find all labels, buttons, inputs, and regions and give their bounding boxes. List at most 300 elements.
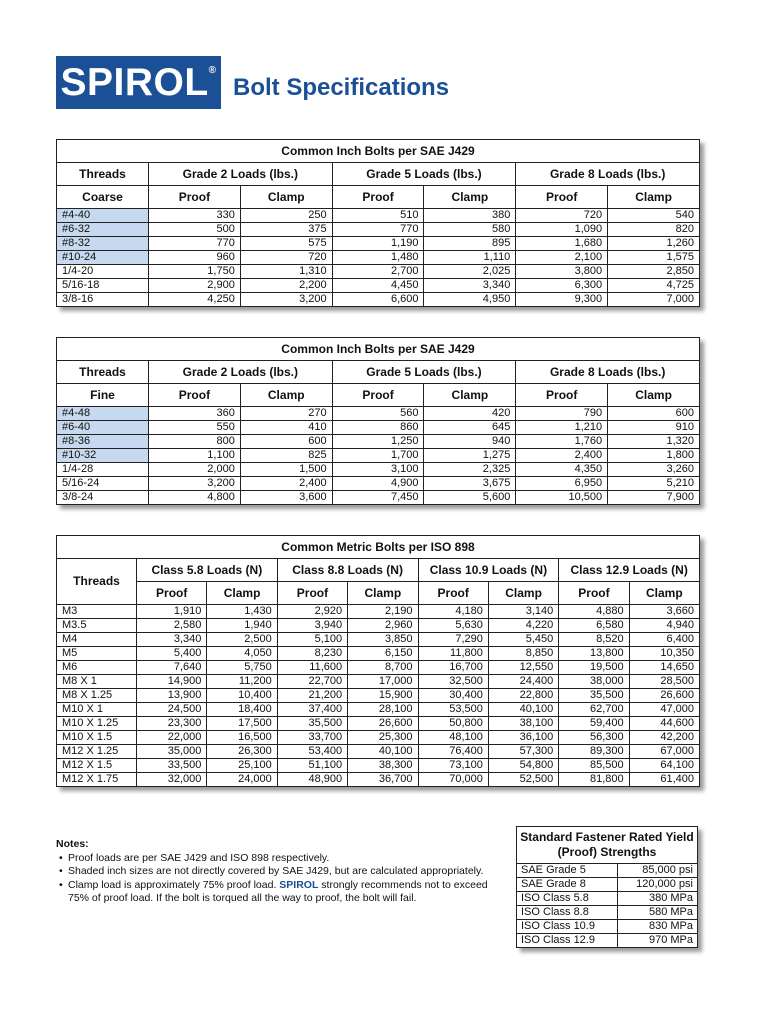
proof-load-cell: 2,580 [137,619,207,633]
proof-load-cell: 4,250 [149,293,241,307]
proof-load-cell: 1,480 [332,251,424,265]
table-row [57,293,700,307]
proof-load-cell: 5,400 [137,647,207,661]
thread-size-cell: #4-40 [57,209,149,223]
clamp-load-cell: 910 [608,421,700,435]
proof-load-cell: 3,940 [277,619,347,633]
clamp-header: Clamp [424,186,516,209]
proof-load-cell: 11,800 [418,647,488,661]
table-title: Common Metric Bolts per ISO 898 [57,536,700,559]
thread-size-cell: #8-32 [57,237,149,251]
clamp-load-cell: 1,800 [608,449,700,463]
yield-strength-row [517,906,698,920]
clamp-load-cell: 14,650 [629,661,699,675]
yield-strength-row [517,934,698,948]
clamp-load-cell: 3,660 [629,605,699,619]
proof-header: Proof [149,186,241,209]
proof-load-cell: 50,800 [418,717,488,731]
proof-load-cell: 62,700 [559,703,629,717]
thread-size-cell: M8 X 1 [57,675,137,689]
proof-load-cell: 7,290 [418,633,488,647]
thread-size-cell: M10 X 1.5 [57,731,137,745]
thread-size-cell: #4-48 [57,407,149,421]
threads-header: Threads [57,559,137,605]
clamp-load-cell: 10,400 [207,689,277,703]
proof-load-cell: 770 [149,237,241,251]
proof-load-cell: 6,580 [559,619,629,633]
clamp-load-cell: 410 [240,421,332,435]
clamp-load-cell: 57,300 [488,745,558,759]
thread-size-cell: M10 X 1.25 [57,717,137,731]
clamp-load-cell: 40,100 [348,745,418,759]
proof-load-cell: 560 [332,407,424,421]
registered-mark: ® [208,65,217,76]
clamp-note-text-end: strongly recommends not to exceed 75% of proof load. If the bolt is torqued all the way to proof, the bolt will fail. [68,878,488,904]
strength-value-cell: 120,000 psi [618,878,698,892]
clamp-load-cell: 7,900 [608,491,700,505]
clamp-load-cell: 24,400 [488,675,558,689]
yield-strengths-grid [516,826,698,948]
logo-text: SPIROL [60,61,209,104]
clamp-load-cell: 17,500 [207,717,277,731]
proof-load-cell: 720 [516,209,608,223]
clamp-load-cell: 5,750 [207,661,277,675]
clamp-load-cell: 4,725 [608,279,700,293]
clamp-load-cell: 540 [608,209,700,223]
clamp-load-cell: 7,000 [608,293,700,307]
proof-load-cell: 4,180 [418,605,488,619]
clamp-load-cell: 8,850 [488,647,558,661]
clamp-load-cell: 47,000 [629,703,699,717]
proof-load-cell: 51,100 [277,759,347,773]
table-row [57,491,700,505]
note-item [56,879,506,906]
clamp-load-cell: 16,500 [207,731,277,745]
clamp-header: Clamp [608,384,700,407]
proof-load-cell: 1,760 [516,435,608,449]
clamp-load-cell: 25,300 [348,731,418,745]
table-row [57,209,700,223]
proof-header: Proof [516,384,608,407]
strength-value-cell: 85,000 psi [618,864,698,878]
clamp-load-cell: 4,950 [424,293,516,307]
proof-load-cell: 500 [149,223,241,237]
proof-load-cell: 33,500 [137,759,207,773]
fastener-grade-cell: ISO Class 10.9 [517,920,618,934]
clamp-load-cell: 375 [240,223,332,237]
clamp-load-cell: 3,260 [608,463,700,477]
proof-load-cell: 30,400 [418,689,488,703]
clamp-load-cell: 40,100 [488,703,558,717]
thread-size-cell: 1/4-28 [57,463,149,477]
clamp-load-cell: 420 [424,407,516,421]
table-row [57,463,700,477]
table-row [57,745,700,759]
proof-load-cell: 2,100 [516,251,608,265]
proof-load-cell: 85,500 [559,759,629,773]
clamp-note-text: Clamp load is approximately 75% proof load. [68,878,280,891]
table-row [57,759,700,773]
clamp-load-cell: 3,675 [424,477,516,491]
proof-load-cell: 6,300 [516,279,608,293]
class-8-8-header: Class 8.8 Loads (N) [277,559,418,582]
thread-size-cell: M3.5 [57,619,137,633]
proof-load-cell: 35,500 [559,689,629,703]
proof-load-cell: 73,100 [418,759,488,773]
clamp-header: Clamp [608,186,700,209]
proof-load-cell: 35,000 [137,745,207,759]
clamp-load-cell: 820 [608,223,700,237]
clamp-load-cell: 28,100 [348,703,418,717]
grade-5-header: Grade 5 Loads (lbs.) [332,361,516,384]
table-row [57,773,700,787]
clamp-load-cell: 11,200 [207,675,277,689]
proof-load-cell: 770 [332,223,424,237]
proof-load-cell: 8,520 [559,633,629,647]
proof-load-cell: 7,640 [137,661,207,675]
clamp-load-cell: 4,050 [207,647,277,661]
clamp-load-cell: 26,600 [348,717,418,731]
threads-header: Threads [57,163,149,186]
clamp-load-cell: 825 [240,449,332,463]
proof-load-cell: 6,950 [516,477,608,491]
clamp-load-cell: 940 [424,435,516,449]
inch-fine-grid [56,337,700,505]
proof-load-cell: 56,300 [559,731,629,745]
clamp-load-cell: 54,800 [488,759,558,773]
proof-load-cell: 330 [149,209,241,223]
proof-load-cell: 22,700 [277,675,347,689]
proof-load-cell: 1,750 [149,265,241,279]
proof-load-cell: 32,500 [418,675,488,689]
proof-load-cell: 550 [149,421,241,435]
table-row [57,647,700,661]
proof-load-cell: 860 [332,421,424,435]
grade-2-header: Grade 2 Loads (lbs.) [149,361,333,384]
thread-size-cell: M5 [57,647,137,661]
metric-grid [56,535,700,787]
clamp-load-cell: 1,275 [424,449,516,463]
inch-coarse-table [56,139,700,307]
proof-load-cell: 1,090 [516,223,608,237]
class-5-8-header: Class 5.8 Loads (N) [137,559,278,582]
clamp-load-cell: 38,100 [488,717,558,731]
table-row [57,675,700,689]
clamp-load-cell: 4,940 [629,619,699,633]
proof-load-cell: 53,400 [277,745,347,759]
clamp-load-cell: 2,200 [240,279,332,293]
thread-size-cell: #8-36 [57,435,149,449]
clamp-load-cell: 1,575 [608,251,700,265]
proof-load-cell: 22,000 [137,731,207,745]
strength-value-cell: 580 MPa [618,906,698,920]
proof-load-cell: 53,500 [418,703,488,717]
coarse-header: Coarse [57,186,149,209]
clamp-load-cell: 36,700 [348,773,418,787]
thread-size-cell: M12 X 1.5 [57,759,137,773]
proof-load-cell: 5,630 [418,619,488,633]
strength-value-cell: 380 MPa [618,892,698,906]
yield-strength-row [517,878,698,892]
clamp-load-cell: 1,260 [608,237,700,251]
grade-2-header: Grade 2 Loads (lbs.) [149,163,333,186]
proof-header: Proof [332,186,424,209]
clamp-header: Clamp [488,582,558,605]
proof-load-cell: 13,900 [137,689,207,703]
proof-load-cell: 4,900 [332,477,424,491]
clamp-load-cell: 250 [240,209,332,223]
clamp-load-cell: 895 [424,237,516,251]
brand-name: SPIROL [279,878,319,891]
proof-load-cell: 48,100 [418,731,488,745]
yield-strength-row [517,864,698,878]
proof-load-cell: 3,340 [137,633,207,647]
clamp-load-cell: 38,300 [348,759,418,773]
thread-size-cell: 3/8-24 [57,491,149,505]
clamp-load-cell: 22,800 [488,689,558,703]
fastener-grade-cell: ISO Class 8.8 [517,906,618,920]
clamp-load-cell: 3,340 [424,279,516,293]
table-row [57,449,700,463]
clamp-load-cell: 2,025 [424,265,516,279]
proof-load-cell: 3,100 [332,463,424,477]
table-row [57,251,700,265]
table-row [57,477,700,491]
clamp-load-cell: 2,500 [207,633,277,647]
table-row [57,605,700,619]
clamp-load-cell: 18,400 [207,703,277,717]
notes [56,838,506,906]
clamp-load-cell: 2,325 [424,463,516,477]
proof-load-cell: 23,300 [137,717,207,731]
proof-load-cell: 2,900 [149,279,241,293]
proof-load-cell: 48,900 [277,773,347,787]
thread-size-cell: #10-24 [57,251,149,265]
thread-size-cell: M3 [57,605,137,619]
proof-load-cell: 89,300 [559,745,629,759]
proof-load-cell: 33,700 [277,731,347,745]
clamp-load-cell: 26,600 [629,689,699,703]
fastener-grade-cell: SAE Grade 8 [517,878,618,892]
note-item: • Shaded inch sizes are not directly covered by SAE J429, but are calculated appropriately. [56,865,506,879]
proof-load-cell: 3,800 [516,265,608,279]
proof-load-cell: 4,800 [149,491,241,505]
proof-load-cell: 800 [149,435,241,449]
fastener-grade-cell: SAE Grade 5 [517,864,618,878]
clamp-load-cell: 1,310 [240,265,332,279]
thread-size-cell: M4 [57,633,137,647]
proof-load-cell: 3,200 [149,477,241,491]
clamp-load-cell: 52,500 [488,773,558,787]
clamp-load-cell: 8,700 [348,661,418,675]
clamp-load-cell: 380 [424,209,516,223]
proof-load-cell: 1,250 [332,435,424,449]
thread-size-cell: #6-40 [57,421,149,435]
clamp-load-cell: 2,190 [348,605,418,619]
thread-size-cell: 1/4-20 [57,265,149,279]
proof-load-cell: 510 [332,209,424,223]
thread-size-cell: #6-32 [57,223,149,237]
proof-load-cell: 1,700 [332,449,424,463]
spirol-logo [56,56,221,109]
proof-load-cell: 13,800 [559,647,629,661]
clamp-load-cell: 36,100 [488,731,558,745]
clamp-load-cell: 3,850 [348,633,418,647]
proof-load-cell: 960 [149,251,241,265]
thread-size-cell: 3/8-16 [57,293,149,307]
table-row [57,731,700,745]
proof-load-cell: 24,500 [137,703,207,717]
clamp-load-cell: 575 [240,237,332,251]
proof-header: Proof [559,582,629,605]
table-title: Common Inch Bolts per SAE J429 [57,338,700,361]
clamp-load-cell: 1,320 [608,435,700,449]
clamp-load-cell: 10,350 [629,647,699,661]
proof-load-cell: 10,500 [516,491,608,505]
proof-load-cell: 6,600 [332,293,424,307]
clamp-load-cell: 1,940 [207,619,277,633]
proof-load-cell: 37,400 [277,703,347,717]
proof-header: Proof [149,384,241,407]
proof-header: Proof [137,582,207,605]
clamp-load-cell: 2,850 [608,265,700,279]
table-row [57,633,700,647]
notes-list [56,852,506,906]
clamp-load-cell: 270 [240,407,332,421]
proof-header: Proof [418,582,488,605]
proof-load-cell: 4,880 [559,605,629,619]
proof-header: Proof [516,186,608,209]
clamp-load-cell: 64,100 [629,759,699,773]
clamp-load-cell: 4,220 [488,619,558,633]
clamp-load-cell: 1,430 [207,605,277,619]
clamp-load-cell: 17,000 [348,675,418,689]
proof-load-cell: 8,230 [277,647,347,661]
class-10-9-header: Class 10.9 Loads (N) [418,559,559,582]
clamp-load-cell: 5,600 [424,491,516,505]
proof-load-cell: 11,600 [277,661,347,675]
thread-size-cell: M12 X 1.75 [57,773,137,787]
proof-load-cell: 76,400 [418,745,488,759]
clamp-load-cell: 5,210 [608,477,700,491]
proof-load-cell: 35,500 [277,717,347,731]
proof-load-cell: 70,000 [418,773,488,787]
yield-strength-row [517,920,698,934]
notes-heading: Notes: [56,838,89,850]
grade-5-header: Grade 5 Loads (lbs.) [332,163,516,186]
proof-load-cell: 21,200 [277,689,347,703]
clamp-load-cell: 5,450 [488,633,558,647]
proof-load-cell: 9,300 [516,293,608,307]
clamp-header: Clamp [629,582,699,605]
proof-load-cell: 59,400 [559,717,629,731]
proof-load-cell: 19,500 [559,661,629,675]
clamp-load-cell: 600 [608,407,700,421]
proof-load-cell: 2,400 [516,449,608,463]
page-title: Bolt Specifications [233,74,450,101]
proof-load-cell: 16,700 [418,661,488,675]
inch-coarse-grid [56,139,700,307]
thread-size-cell: #10-32 [57,449,149,463]
clamp-load-cell: 6,400 [629,633,699,647]
clamp-load-cell: 12,550 [488,661,558,675]
note-item: • Proof loads are per SAE J429 and ISO 898 respectively. [56,852,506,866]
clamp-header: Clamp [240,384,332,407]
clamp-load-cell: 3,600 [240,491,332,505]
table-row [57,619,700,633]
proof-load-cell: 5,100 [277,633,347,647]
clamp-load-cell: 2,960 [348,619,418,633]
fastener-grade-cell: ISO Class 5.8 [517,892,618,906]
clamp-load-cell: 26,300 [207,745,277,759]
clamp-load-cell: 580 [424,223,516,237]
proof-load-cell: 4,450 [332,279,424,293]
proof-load-cell: 2,920 [277,605,347,619]
metric-table [56,535,700,787]
clamp-load-cell: 28,500 [629,675,699,689]
proof-load-cell: 7,450 [332,491,424,505]
clamp-load-cell: 1,500 [240,463,332,477]
clamp-load-cell: 720 [240,251,332,265]
threads-header: Threads [57,361,149,384]
table-row [57,421,700,435]
inch-fine-table [56,337,700,505]
proof-load-cell: 2,000 [149,463,241,477]
yield-strength-row [517,892,698,906]
clamp-load-cell: 15,900 [348,689,418,703]
clamp-header: Clamp [207,582,277,605]
table-row [57,661,700,675]
thread-size-cell: 5/16-18 [57,279,149,293]
proof-load-cell: 1,910 [137,605,207,619]
proof-load-cell: 32,000 [137,773,207,787]
proof-header: Proof [332,384,424,407]
yield-strengths-title: Standard Fastener Rated Yield (Proof) Strengths [517,827,698,864]
proof-load-cell: 1,680 [516,237,608,251]
proof-load-cell: 38,000 [559,675,629,689]
table-row [57,689,700,703]
clamp-load-cell: 42,200 [629,731,699,745]
strength-value-cell: 830 MPa [618,920,698,934]
proof-load-cell: 14,900 [137,675,207,689]
proof-load-cell: 1,210 [516,421,608,435]
fastener-grade-cell: ISO Class 12.9 [517,934,618,948]
proof-load-cell: 81,800 [559,773,629,787]
clamp-header: Clamp [424,384,516,407]
yield-strengths-table [516,826,698,948]
table-row [57,717,700,731]
table-row [57,279,700,293]
proof-load-cell: 2,700 [332,265,424,279]
proof-load-cell: 790 [516,407,608,421]
clamp-load-cell: 2,400 [240,477,332,491]
grade-8-header: Grade 8 Loads (lbs.) [516,163,700,186]
thread-size-cell: M10 X 1 [57,703,137,717]
proof-load-cell: 360 [149,407,241,421]
grade-8-header: Grade 8 Loads (lbs.) [516,361,700,384]
class-12-9-header: Class 12.9 Loads (N) [559,559,700,582]
clamp-load-cell: 61,400 [629,773,699,787]
table-row [57,223,700,237]
fine-header: Fine [57,384,149,407]
clamp-load-cell: 67,000 [629,745,699,759]
clamp-load-cell: 1,110 [424,251,516,265]
thread-size-cell: M12 X 1.25 [57,745,137,759]
clamp-load-cell: 3,200 [240,293,332,307]
clamp-header: Clamp [348,582,418,605]
thread-size-cell: 5/16-24 [57,477,149,491]
clamp-load-cell: 25,100 [207,759,277,773]
